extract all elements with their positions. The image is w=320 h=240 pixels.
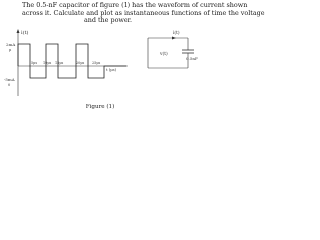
figure-caption: Figure (1) [85,104,115,110]
problem-line-1: The 0.5-nF capacitor of figure (1) has the waveform of current shown [22,1,248,9]
t-label-4: 20μs [76,61,85,65]
circuit-current-label: i(t) [173,31,180,36]
t-label-2: 10μs [43,61,52,65]
y-top-sub: μ [9,48,12,52]
circuit-voltage-label: v(t) [160,52,168,57]
t-label-1: 5μs [31,61,38,65]
y-axis-arrow [17,29,20,33]
problem-line-3: and the power. [83,16,133,25]
problem-line-2: across it. Calculate and plot as instantaneous functions of time the voltage [22,8,265,17]
y-axis-label: i(t) [21,30,29,36]
t-label-5: 25μs [92,61,101,65]
current-waveform-graph [4,29,128,96]
figure-1 [0,24,200,104]
t-label-3: 15μs [55,61,64,65]
y-top-label: 2mA [6,42,16,47]
y-bottom-sub: 0 [8,83,11,87]
capacitor-circuit [148,31,198,68]
y-bottom-label: -5mA [4,77,15,82]
problem-statement [22,1,265,25]
circuit-capacitance-label: 0.5nF [186,56,198,61]
t-axis-label: t (μs) [106,67,117,72]
current-arrow-icon [172,37,176,40]
